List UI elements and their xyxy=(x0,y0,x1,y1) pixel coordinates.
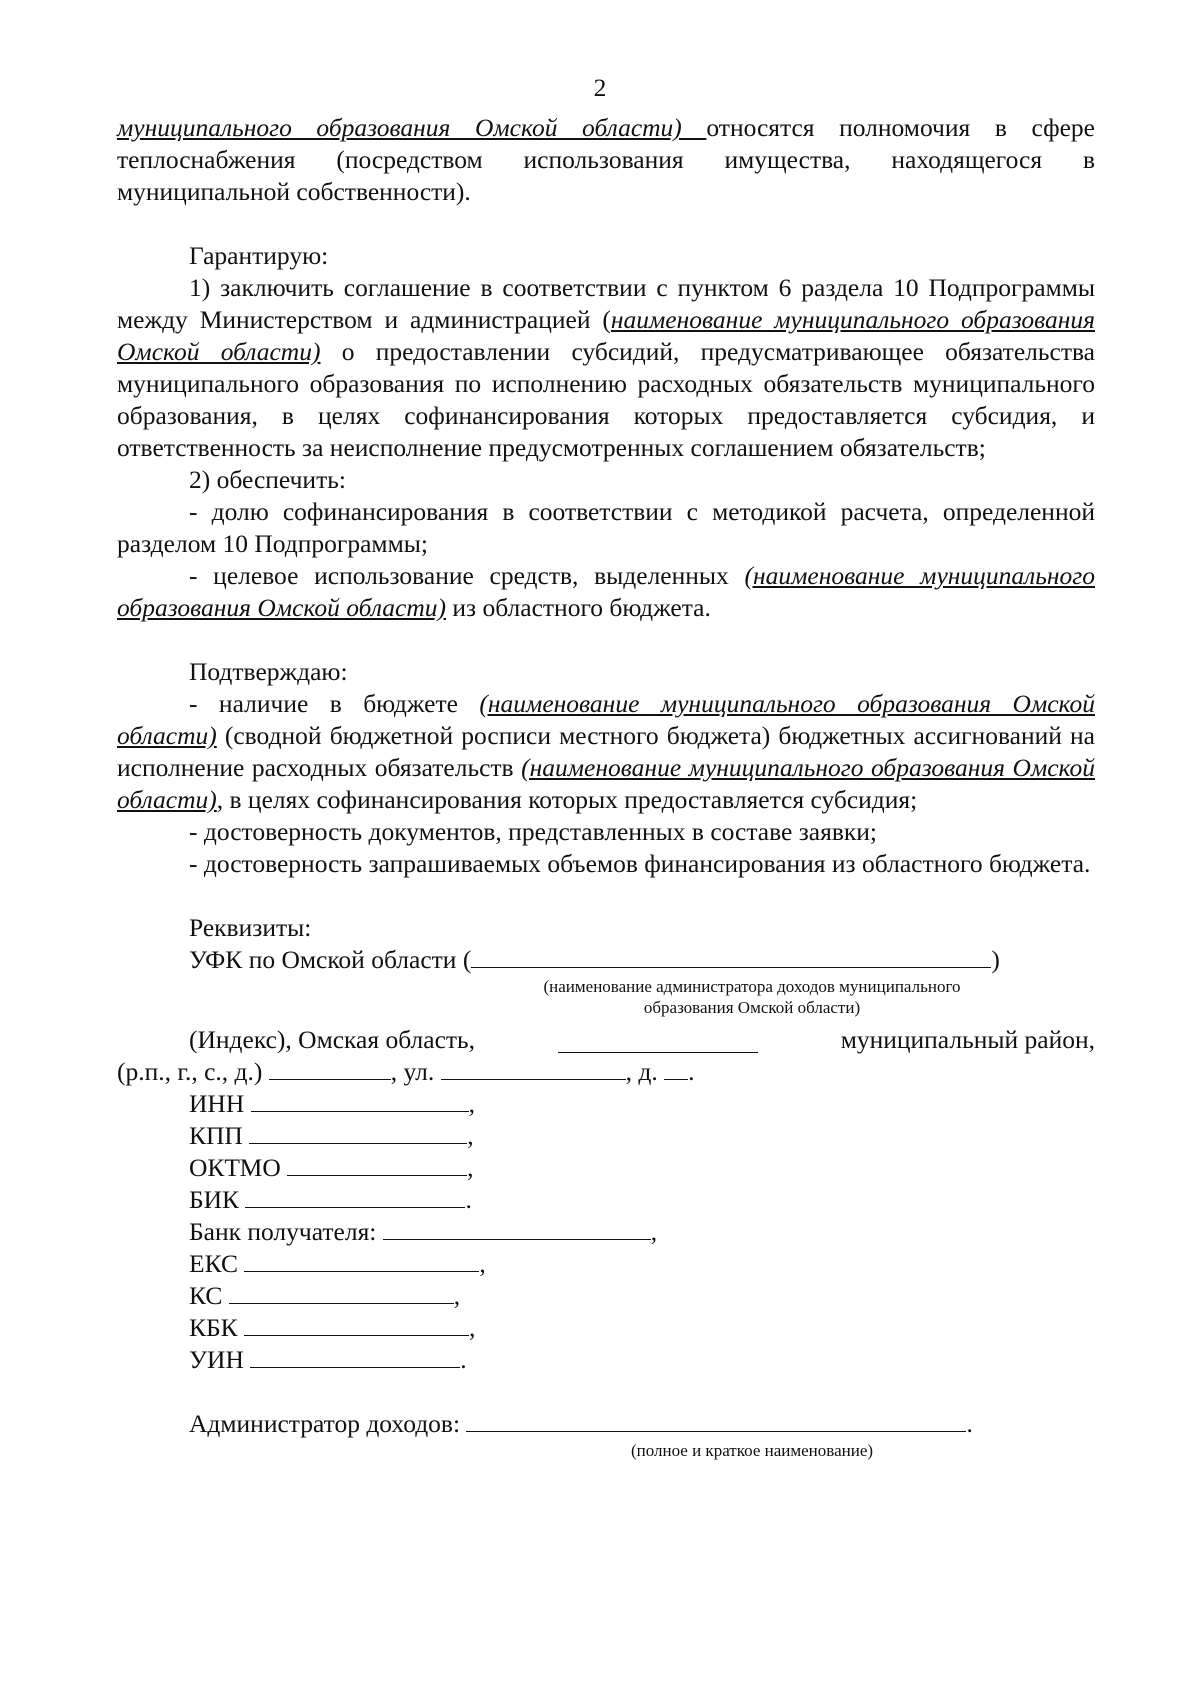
eks-field[interactable] xyxy=(244,1249,479,1272)
placeholder-text: муниципального образования Омской области) xyxy=(117,113,707,142)
ks-field[interactable] xyxy=(229,1281,454,1304)
guarantee-item-1: 1) заключить соглашение в соответствии с пунктом 6 раздела 10 Подпрограммы между Министерством и администрацией (наименование муниципального образования Омской области) о предоставлении субсидий, предусматривающее обязательства муниципального образования по исполнению расходных обязательств муниципального образования, в целях софинансирования которых предоставляется субсидия, и ответственность за неисполнение предусмотренных соглашением обязательств; xyxy=(117,273,1095,462)
ks-line: КС , xyxy=(189,1281,461,1310)
bik-field[interactable] xyxy=(245,1185,465,1208)
confirm-item-c: - достоверность запрашиваемых объемов финансирования из областного бюджета. xyxy=(189,849,1091,878)
confirm-heading: Подтверждаю: xyxy=(189,657,348,686)
street-field[interactable] xyxy=(441,1057,626,1080)
district-field[interactable] xyxy=(558,1030,758,1053)
intro-paragraph: муниципального образования Омской области) относятся полномочия в сфере теплоснабжения (посредством использования имущества, находящегося в муниципальной собственности). xyxy=(117,113,1095,206)
uin-line: УИН . xyxy=(189,1345,467,1374)
oktmo-field[interactable] xyxy=(287,1153,467,1176)
uin-field[interactable] xyxy=(250,1345,460,1368)
locality-field[interactable] xyxy=(269,1057,391,1080)
placeholder-text: (наименование муниципального образования Омской области) xyxy=(117,753,1096,814)
admin-field[interactable] xyxy=(466,1409,966,1432)
placeholder-text: наименование муниципального образования Омской области) xyxy=(117,305,1095,366)
ufk-line: УФК по Омской области ( ) xyxy=(189,945,1000,974)
address-line-1: (Индекс), Омская область, муниципальный район, xyxy=(189,1025,1095,1054)
admin-caption: (полное и краткое наименование) xyxy=(630,1441,874,1460)
bank-line: Банк получателя: , xyxy=(189,1217,658,1246)
inn-line: ИНН , xyxy=(189,1089,475,1118)
eks-line: ЕКС , xyxy=(189,1249,486,1278)
placeholder-text: (наименование муниципального образования Омской области) xyxy=(117,689,1095,750)
kbk-field[interactable] xyxy=(244,1313,469,1336)
oktmo-line: ОКТМО , xyxy=(189,1153,474,1182)
placeholder-text: (наименование муниципального образования Омской области) xyxy=(117,561,1095,622)
guarantee-item-2b: - целевое использование средств, выделенных (наименование муниципального образования Омской области) из областного бюджета. xyxy=(117,561,1095,622)
confirm-item-b: - достоверность документов, представленных в составе заявки; xyxy=(189,817,877,846)
bank-field[interactable] xyxy=(383,1217,651,1240)
guarantee-item-2a: - долю софинансирования в соответствии с методикой расчета, определенной разделом 10 Подпрограммы; xyxy=(117,497,1095,558)
house-field[interactable] xyxy=(664,1057,688,1080)
kpp-line: КПП , xyxy=(189,1121,474,1150)
guarantee-heading: Гарантирую: xyxy=(189,241,329,270)
kpp-field[interactable] xyxy=(249,1121,467,1144)
ufk-field[interactable] xyxy=(471,945,991,968)
address-line-2: (р.п., г., с., д.) , ул. , д. . xyxy=(117,1057,695,1086)
admin-line: Администратор доходов: . xyxy=(189,1409,973,1438)
bik-line: БИК . xyxy=(189,1185,472,1214)
guarantee-item-2: 2) обеспечить: xyxy=(189,465,346,494)
confirm-item-a: - наличие в бюджете (наименование муниципального образования Омской области) (сводной бюджетной росписи местного бюджета) бюджетных ассигнований на исполнение расходных обязательств (наименование муниципального образования Омской области), в целях софинансирования которых предоставляется субсидия; xyxy=(117,689,1096,814)
kbk-line: КБК , xyxy=(189,1313,476,1342)
requisites-heading: Реквизиты: xyxy=(189,913,312,942)
ufk-caption: (наименование администратора доходов муниципального образования Омской области) xyxy=(543,977,961,1017)
page-number: 2 xyxy=(593,73,607,102)
inn-field[interactable] xyxy=(251,1089,469,1112)
document-body xyxy=(117,112,1095,1461)
